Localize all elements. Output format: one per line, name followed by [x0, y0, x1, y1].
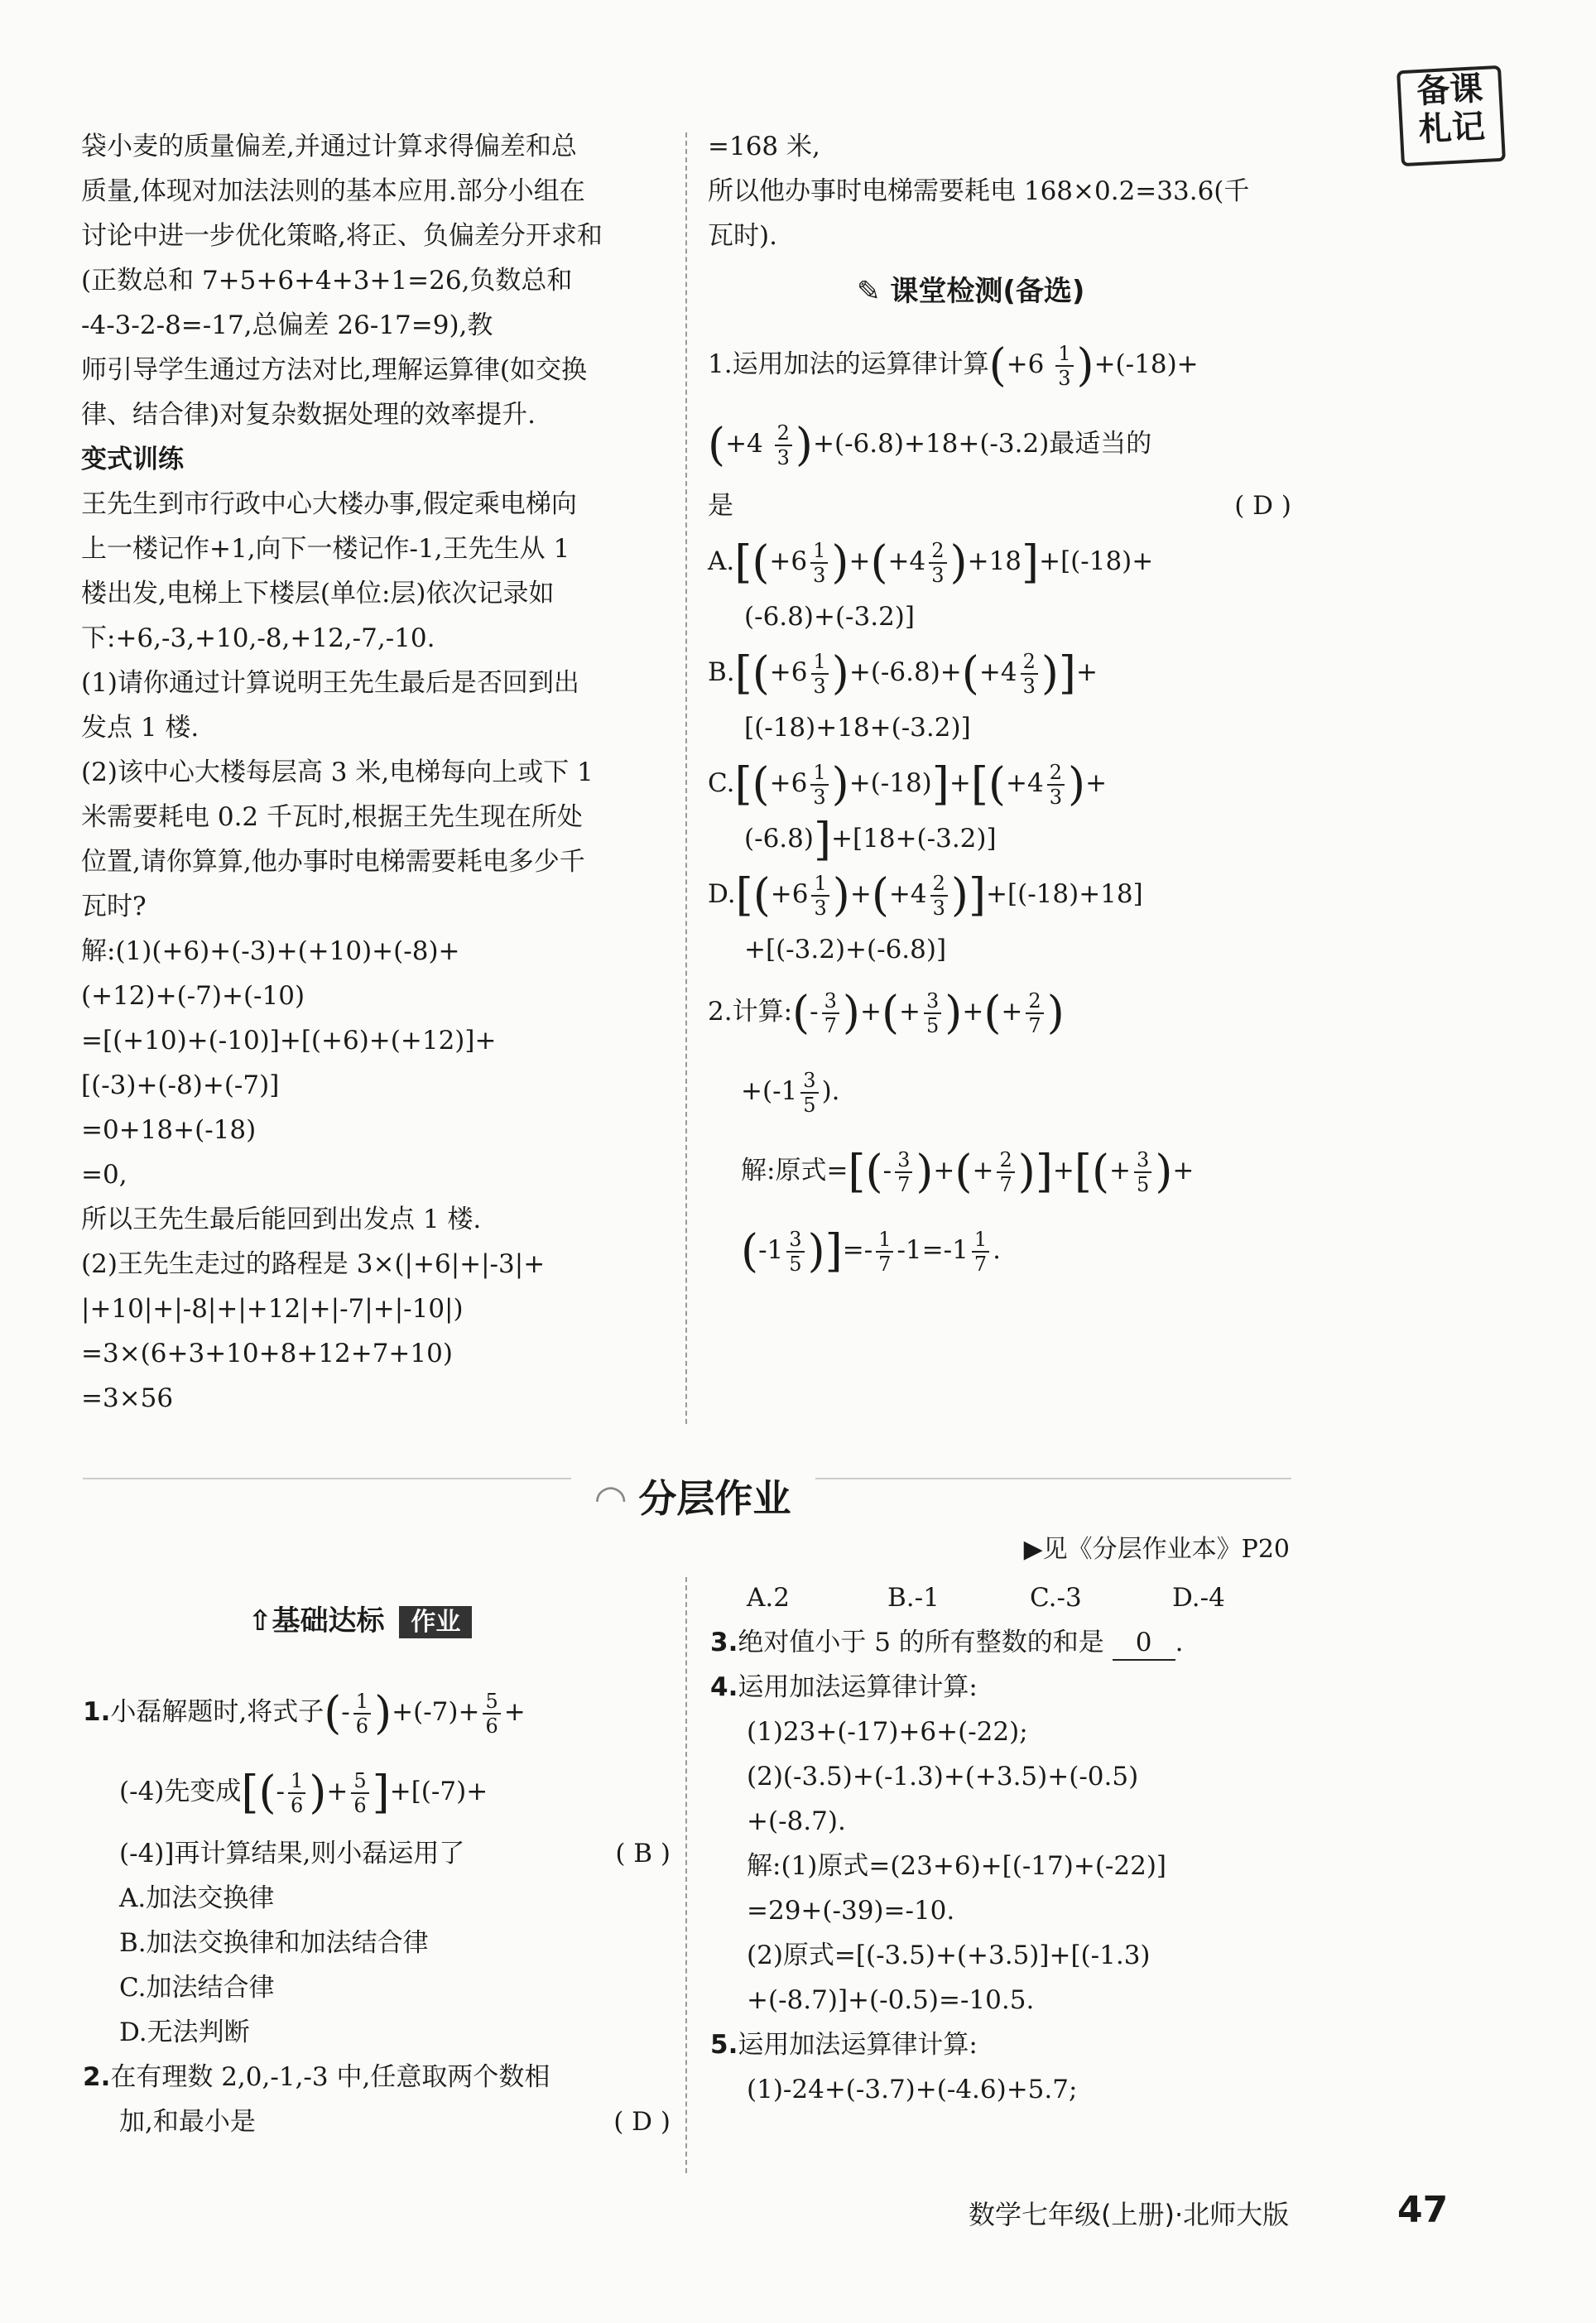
problem-line: 瓦时?	[81, 892, 147, 921]
basic-q3: 3.绝对值小于 5 的所有整数的和是 0 .	[710, 1620, 1294, 1665]
q2-line-2: +(-1 $\frac{3}{5}$ ).	[741, 1068, 840, 1117]
basic-q1-answer: ( B )	[615, 1839, 671, 1868]
section-title-classroom-check: ✎ 课堂检测(备选)	[857, 275, 1085, 308]
basic-q4-line: (1)23+(-17)+6+(-22);	[747, 1717, 1028, 1747]
basic-q4-line: (2)原式=[(-3.5)+(+3.5)]+[(-1.3)	[747, 1941, 1151, 1970]
left-column-top	[81, 124, 669, 1421]
problem-line: 米需要耗电 0.2 千瓦时,根据王先生现在所处	[81, 802, 583, 832]
solution-line: =[(+10)+(-10)]+[(+6)+(+12)]+	[81, 1026, 497, 1056]
q2-solution-line-2: (-1 $\frac{3}{5}$ )]=- $\frac{1}{7}$ -1=-1 $\frac{1}{7}$ .	[741, 1224, 1001, 1277]
column-divider	[685, 132, 687, 1424]
q1-option-c: C.[(+6 $\frac{1}{3}$ )+(-18)]+[(+4 $\frac{2}{3}$ )+	[708, 758, 1108, 810]
solution-line: =3×56	[81, 1383, 174, 1413]
notes-stamp: 备课 札记	[1396, 65, 1506, 166]
solution-line: =3×(6+3+10+8+12+7+10)	[81, 1339, 453, 1368]
basic-q1-option: D.无法判断	[119, 2018, 250, 2047]
text-line: 律、结合律)对复杂数据处理的效率提升.	[81, 400, 536, 430]
basic-q1-line-2: (-4)先变成[(- $\frac{1}{6}$ )+ $\frac{5}{6}$ ]+[(-7)+	[119, 1766, 488, 1819]
basic-q2-line-2: 加,和最小是 ( D )	[83, 2099, 671, 2144]
right-column-bottom	[710, 1575, 1294, 2112]
solution-line: 所以王先生最后能回到出发点 1 楼.	[81, 1205, 482, 1234]
q2-solution-line-1: 解:原式=[(- $\frac{3}{7}$ )+(+ $\frac{2}{7}$ )]+[(+ $\frac{3}{5}$ )+	[741, 1145, 1195, 1198]
q1-option-d-cont: +[(-3.2)+(-6.8)]	[744, 935, 947, 964]
basic-q1-option: C.加法结合律	[119, 1973, 275, 2003]
q1-option-a: A.[(+6 $\frac{1}{3}$ )+(+4 $\frac{2}{3}$ )+18]+[(-18)+	[708, 536, 1154, 589]
basic-q4-line: (2)(-3.5)+(-1.3)+(+3.5)+(-0.5)	[747, 1762, 1139, 1792]
q1-option-b: B.[(+6 $\frac{1}{3}$ )+(-6.8)+(+4 $\frac{2}{3}$ )]+	[708, 647, 1098, 700]
basic-q2-line-1: 2.在有理数 2,0,-1,-3 中,任意取两个数相	[83, 2062, 550, 2092]
problem-line: (1)请你通过计算说明王先生最后是否回到出	[81, 668, 579, 698]
basic-q4-line: 解:(1)原式=(23+6)+[(-17)+(-22)]	[747, 1851, 1167, 1881]
q1-line-2: (+4 $\frac{2}{3}$ )+(-6.8)+18+(-3.2)最适当的	[708, 418, 1152, 471]
basic-q1-option: B.加法交换律和加法结合律	[119, 1928, 429, 1958]
problem-line: 楼出发,电梯上下楼层(单位:层)依次记录如	[81, 579, 555, 608]
q1-line-1: 1.运用加法的运算律计算(+6 $\frac{1}{3}$ )+(-18)+	[708, 339, 1199, 392]
q1-option-b-cont: [(-18)+18+(-3.2)]	[744, 713, 971, 743]
problem-line: 下:+6,-3,+10,-8,+12,-7,-10.	[81, 623, 435, 653]
basic-q4-line: +(-8.7).	[747, 1806, 846, 1836]
q1-option-c-cont: (-6.8)]+[18+(-3.2)]	[744, 813, 997, 866]
layered-homework-title: ◠ 分层作业	[571, 1465, 815, 1532]
fraction: $\frac{2}{3}$	[775, 421, 792, 469]
basic-q4-line: +(-8.7)]+(-0.5)=-10.5.	[747, 1985, 1035, 2015]
column-divider-bottom	[685, 1577, 687, 2173]
q2-line-1: 2.计算:(- $\frac{3}{7}$ )+(+ $\frac{3}{5}$ )+(+ $\frac{2}{7}$ )	[708, 986, 1065, 1039]
solution-line: |+10|+|-8|+|+12|+|-7|+|-10|)	[81, 1294, 464, 1324]
text-line: 讨论中进一步优化策略,将正、负偏差分开求和	[81, 221, 603, 251]
text-line: (正数总和 7+5+6+4+3+1=26,负数总和	[81, 266, 573, 296]
swirl-icon: ◠	[596, 1476, 626, 1521]
basic-q3-answer: 0	[1113, 1626, 1175, 1661]
basic-q5-line: (1)-24+(-3.7)+(-4.6)+5.7;	[747, 2075, 1078, 2104]
homework-tag: 作业	[399, 1606, 472, 1638]
footer-book-title: 数学七年级(上册)·北师大版	[969, 2199, 1290, 2230]
basic-q1-option: A.加法交换律	[119, 1883, 275, 1913]
basic-q5-line: 5.运用加法运算律计算:	[710, 2030, 978, 2060]
q1-option-d: D.[(+6 $\frac{1}{3}$ )+(+4 $\frac{2}{3}$ )]+[(-18)+18]	[708, 868, 1143, 921]
text-line: 所以他办事时电梯需要耗电 168×0.2=33.6(千	[708, 176, 1250, 206]
fraction: $\frac{1}{3}$	[1055, 342, 1073, 390]
problem-line: 上一楼记作+1,向下一楼记作-1,王先生从 1	[81, 534, 570, 564]
solution-line: [(-3)+(-8)+(-7)]	[81, 1070, 280, 1100]
solution-line: (+12)+(-7)+(-10)	[81, 981, 305, 1011]
arrow-icon: ⇧	[248, 1604, 272, 1638]
basic-q2-answer: ( D )	[613, 2107, 671, 2137]
problem-line: (2)该中心大楼每层高 3 米,电梯每向上或下 1	[81, 758, 594, 787]
basic-q2-options: A.2 B.-1 C.-3 D.-4	[747, 1583, 1225, 1613]
solution-line: =0+18+(-18)	[81, 1115, 257, 1145]
basic-q4-line: =29+(-39)=-10.	[747, 1896, 955, 1926]
problem-line: 王先生到市行政中心大楼办事,假定乘电梯向	[81, 489, 577, 519]
problem-line: 位置,请你算算,他办事时电梯需要耗电多少千	[81, 847, 585, 877]
basic-level-badge: ⇧基础达标 作业	[248, 1598, 472, 1644]
variant-title: 变式训练	[81, 445, 184, 474]
basic-q1-line-1: 1.小磊解题时,将式子(- $\frac{1}{6}$ )+(-7)+ $\frac{5}{6}$ +	[83, 1686, 526, 1739]
right-column-top	[708, 124, 1291, 1290]
page-number: 47	[1397, 2189, 1449, 2231]
left-column-bottom	[83, 1672, 671, 2144]
q1-line-3: 是 ( D )	[708, 483, 1291, 528]
pencil-icon: ✎	[857, 275, 881, 308]
text-line: 质量,体现对加法法则的基本应用.部分小组在	[81, 176, 585, 206]
text-line: -4-3-2-8=-17,总偏差 26-17=9),教	[81, 310, 493, 340]
solution-line: (2)王先生走过的路程是 3×(|+6|+|-3|+	[81, 1249, 546, 1279]
basic-q4-line: 4.运用加法运算律计算:	[710, 1672, 978, 1702]
text-line: 瓦时).	[708, 221, 777, 251]
text-line: =168 米,	[708, 132, 820, 161]
workbook-reference: ▶见《分层作业本》P20	[1023, 1535, 1290, 1564]
text-line: 师引导学生通过方法对比,理解运算律(如交换	[81, 355, 587, 385]
q1-answer: ( D )	[1234, 491, 1291, 521]
basic-q1-line-3: (-4)]再计算结果,则小磊运用了 ( B )	[83, 1831, 671, 1876]
problem-line: 发点 1 楼.	[81, 713, 200, 743]
q1-option-a-cont: (-6.8)+(-3.2)]	[744, 602, 915, 632]
solution-line: =0,	[81, 1160, 127, 1190]
solution-line: 解:(1)(+6)+(-3)+(+10)+(-8)+	[81, 936, 460, 966]
text-line: 袋小麦的质量偏差,并通过计算求得偏差和总	[81, 132, 577, 161]
